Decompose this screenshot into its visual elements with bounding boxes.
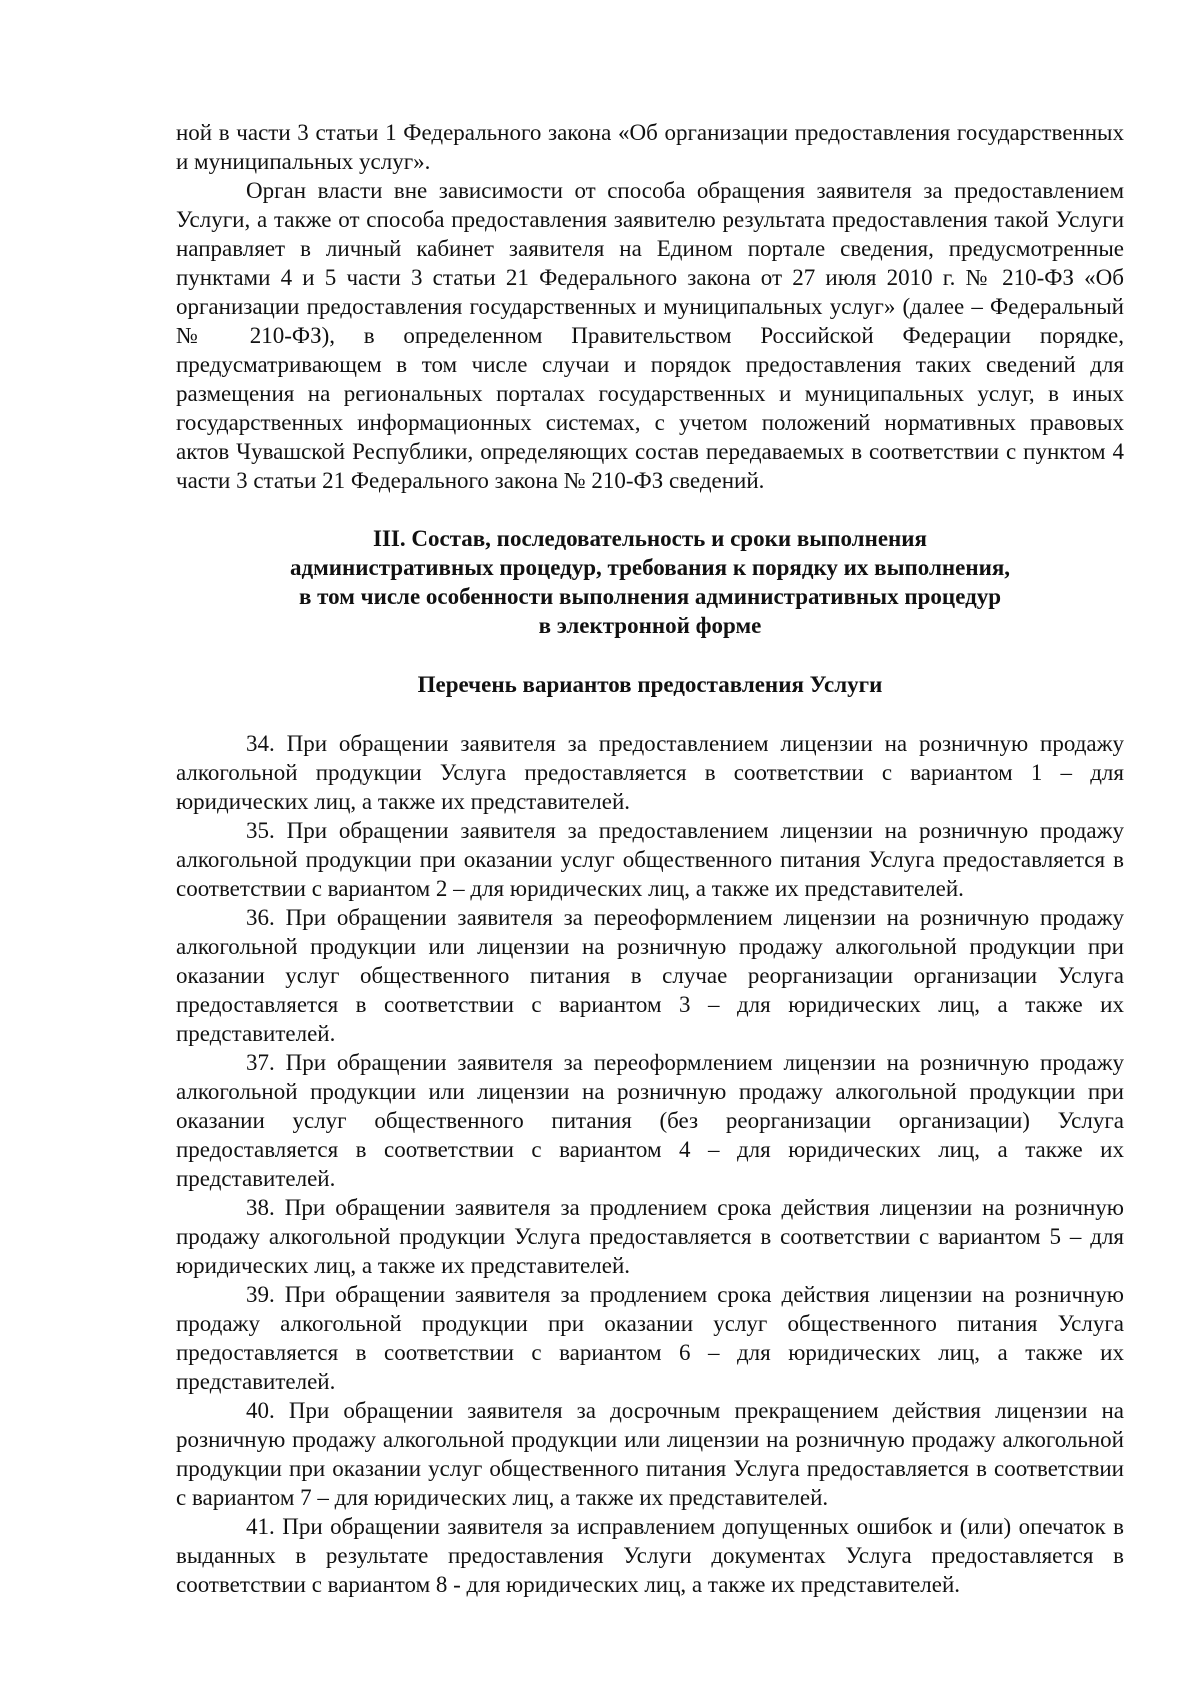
section-title <box>176 524 1124 640</box>
list-item-35: 35. При обращении заявителя за предоставлением лицензии на розничную продажу алкогольной продукции при оказании услуг общественного питания Услуга предоставляется в соответствии с вариантом 2 – для юридических лиц, а также их представителей. <box>176 818 1124 901</box>
list-item-38: 38. При обращении заявителя за продлением срока действия лицензии на розничную продажу алкогольной продукции Услуга предоставляется в соответствии с вариантом 5 – для юридических лиц, а также их представителей. <box>176 1195 1124 1278</box>
subsection-title: Перечень вариантов предоставления Услуги <box>417 672 883 697</box>
list-item-37: 37. При обращении заявителя за переоформлением лицензии на розничную продажу алкогольной продукции или лицензии на розничную продажу алкогольной продукции при оказании услуг общественного питания (без реорганизации организации) Услуга предоставляется в соответствии с вариантом 4 – для юридических лиц, а также их представителей. <box>176 1050 1124 1191</box>
list-item-34: 34. При обращении заявителя за предоставлением лицензии на розничную продажу алкогольной продукции Услуга предоставляется в соответствии с вариантом 1 – для юридических лиц, а также их представителей. <box>176 731 1124 814</box>
list-item-39: 39. При обращении заявителя за продлением срока действия лицензии на розничную продажу алкогольной продукции при оказании услуг общественного питания Услуга предоставляется в соответствии с вариантом 6 – для юридических лиц, а также их представителей. <box>176 1282 1124 1394</box>
section-title-line: в электронной форме <box>538 613 762 638</box>
list-item-41: 41. При обращении заявителя за исправлением допущенных ошибок и (или) опечаток в выданных в результате предоставления Услуги документах Услуга предоставляется в соответствии с вариантом 8 - для юридических лиц, а также их представителей. <box>176 1514 1124 1597</box>
document-page <box>176 118 1124 1599</box>
section-title-line: III. Состав, последовательность и сроки выполнения <box>373 526 927 551</box>
list-item-40: 40. При обращении заявителя за досрочным прекращением действия лицензии на розничную продажу алкогольной продукции или лицензии на розничную продажу алкогольной продукции при оказании услуг общественного питания Услуга предоставляется в соответствии с вариантом 7 – для юридических лиц, а также их представителей. <box>176 1398 1124 1510</box>
section-title-line: в том числе особенности выполнения административных процедур <box>298 584 1002 609</box>
intro-paragraph-continuation: ной в части 3 статьи 1 Федерального закона «Об организации предоставления государственных и муниципальных услуг». <box>176 120 1124 174</box>
list-item-36: 36. При обращении заявителя за переоформлением лицензии на розничную продажу алкогольной продукции или лицензии на розничную продажу алкогольной продукции при оказании услуг общественного питания в случае реорганизации организации Услуга предоставляется в соответствии с вариантом 3 – для юридических лиц, а также их представителей. <box>176 905 1124 1046</box>
intro-paragraph: Орган власти вне зависимости от способа обращения заявителя за предоставлением Услуги, а также от способа предоставления заявителю результата предоставления такой Услуги направляет в личный кабинет заявителя на Едином портале сведения, предусмотренные пунктами 4 и 5 части 3 статьи 21 Федерального закона от 27 июля 2010 г. № 210-ФЗ «Об организации предоставления государственных и муниципальных услуг» (далее – Федеральный № 210-ФЗ), в определенном Правительством Российской Федерации порядке, предусматривающем в том числе случаи и порядок предоставления таких сведений для размещения на региональных порталах государственных и муниципальных услуг, в иных государственных информационных системах, с учетом положений нормативных правовых актов Чувашской Республики, определяющих состав передаваемых в соответствии с пунктом 4 части 3 статьи 21 Федерального закона № 210-ФЗ сведений. <box>176 178 1124 493</box>
section-title-line: административных процедур, требования к порядку их выполнения, <box>289 555 1011 580</box>
